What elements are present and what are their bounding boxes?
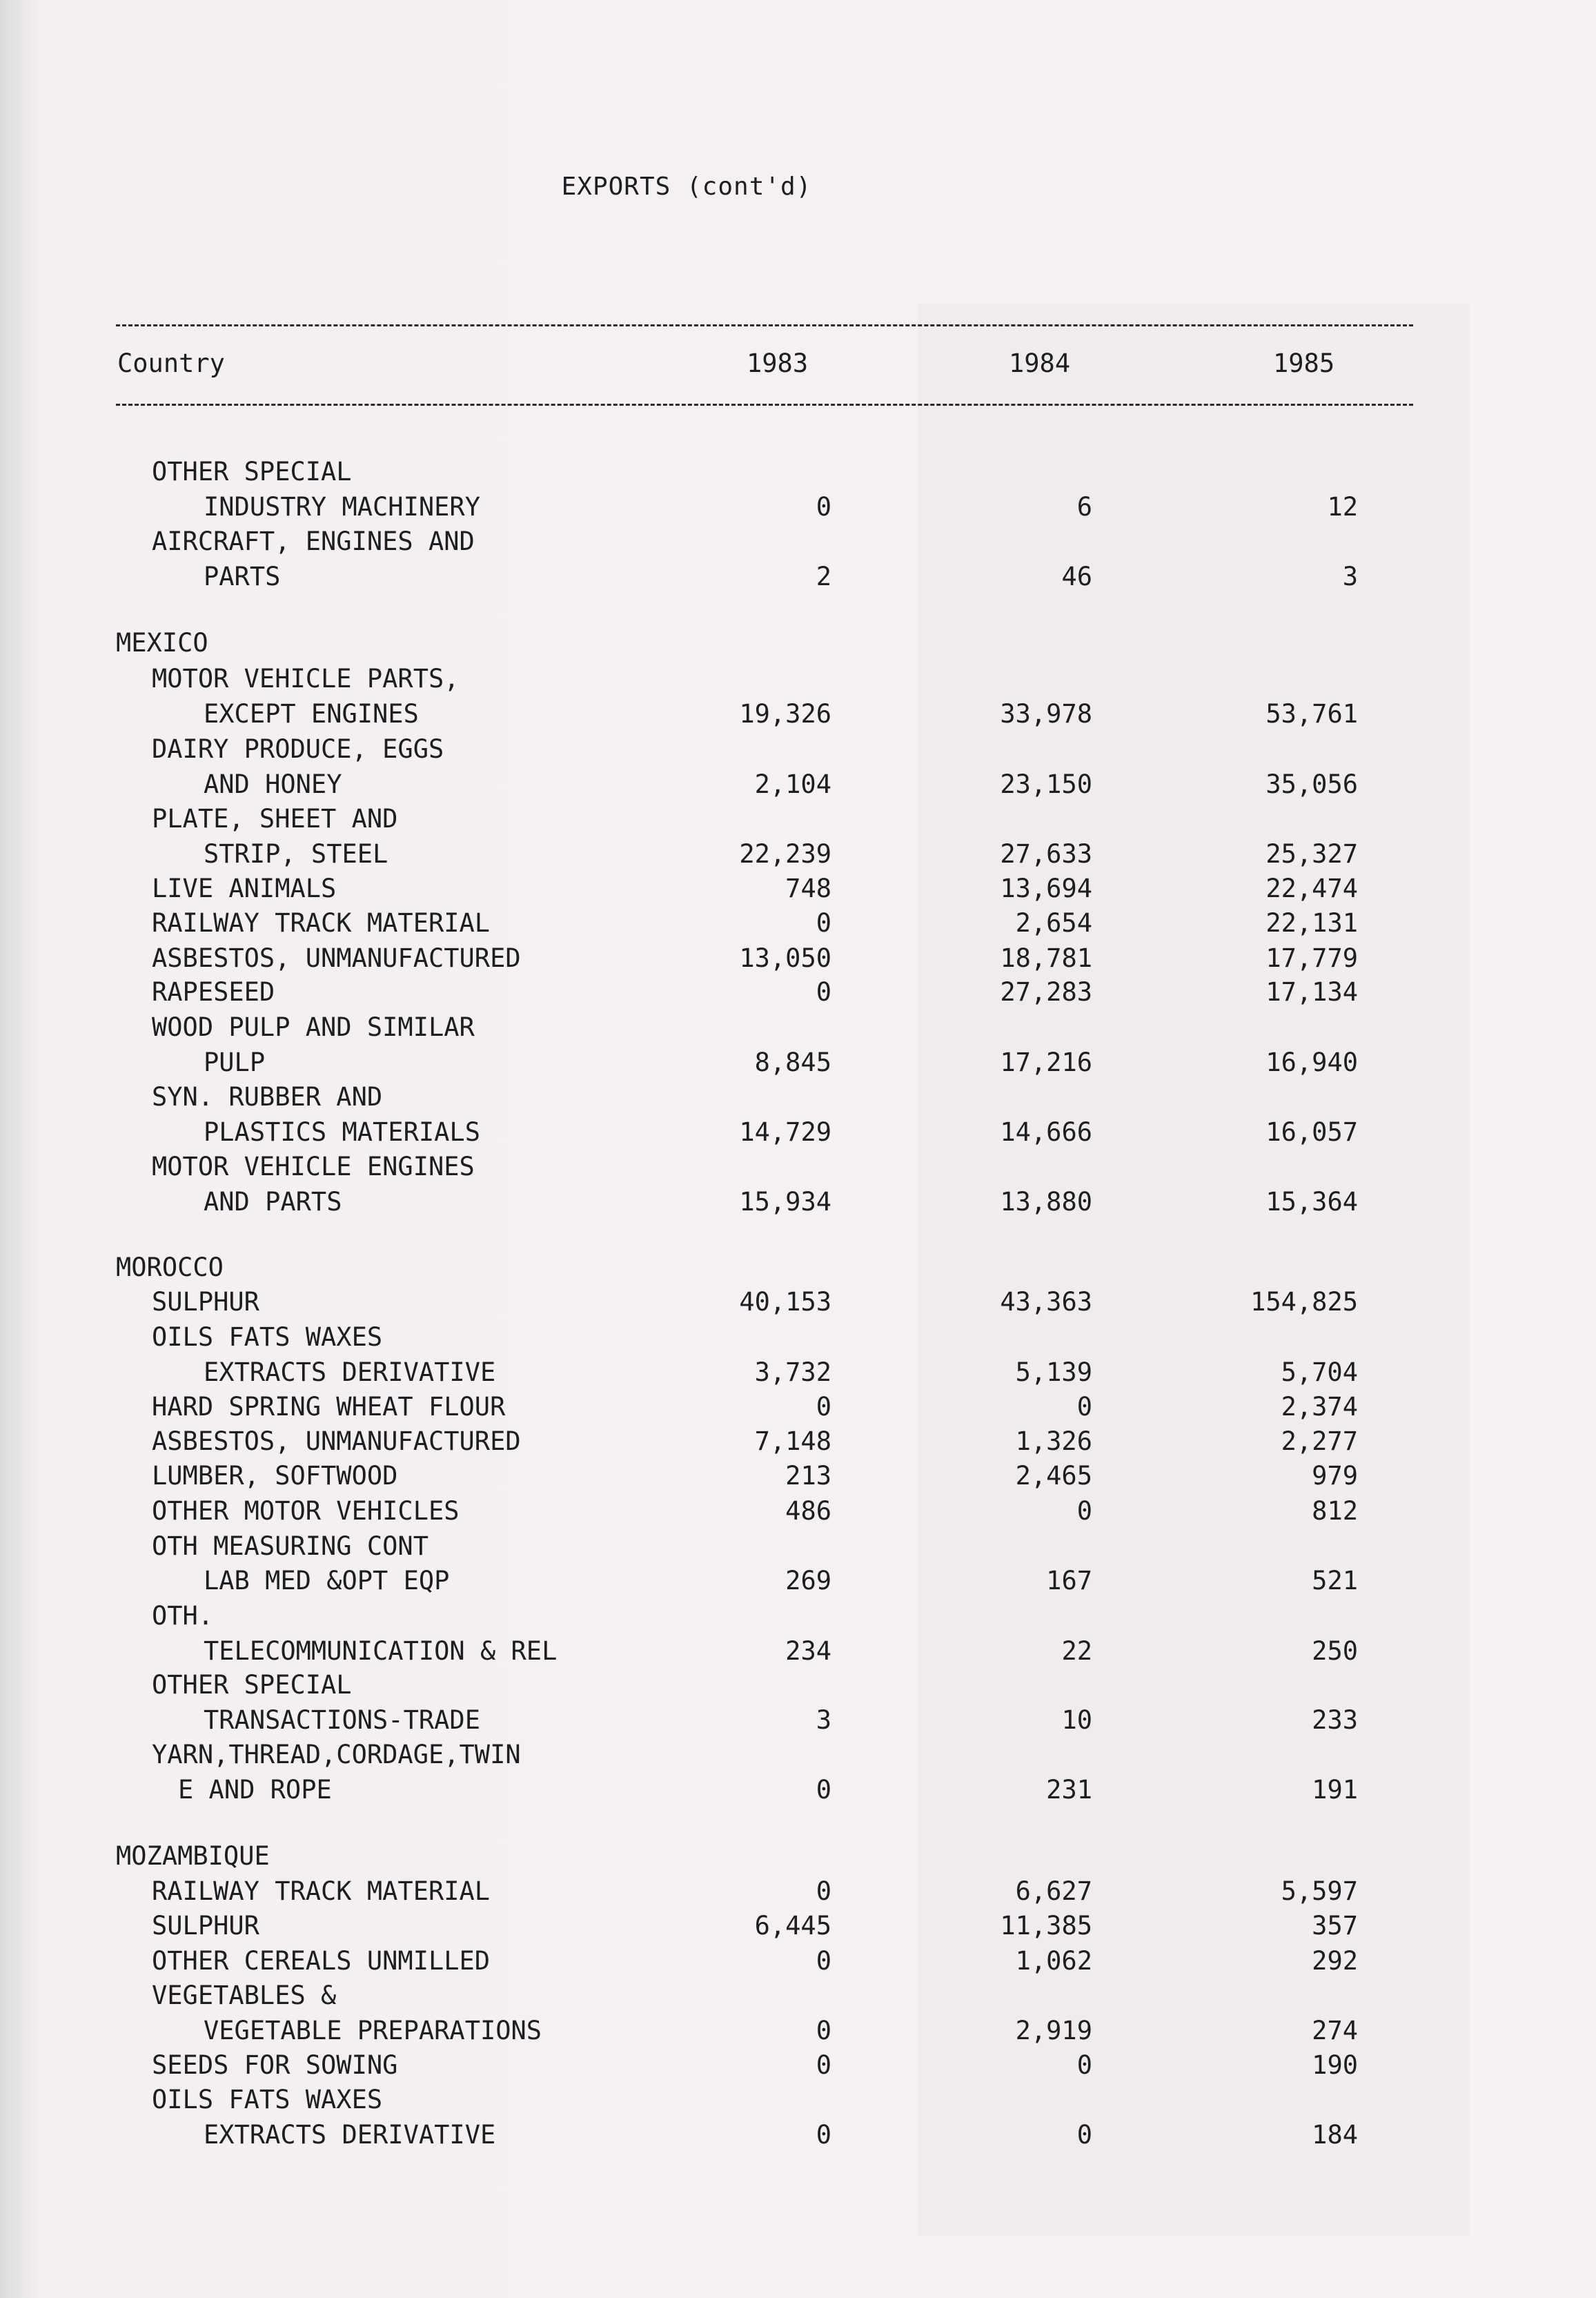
- value-1985: 2,277: [1281, 1426, 1358, 1456]
- table-row: [0, 943, 1596, 978]
- value-1985: 12: [1327, 492, 1358, 522]
- value-1983: 0: [816, 2050, 831, 2080]
- value-1983: 0: [816, 1946, 831, 1976]
- commodity-label: WOOD PULP AND SIMILAR: [152, 1012, 475, 1042]
- value-1984: 27,633: [1000, 839, 1092, 869]
- commodity-label: LIVE ANIMALS: [152, 874, 337, 903]
- commodity-label: SULPHUR: [152, 1287, 259, 1317]
- value-1984: 1,062: [1015, 1946, 1092, 1976]
- commodity-label: PLASTICS MATERIALS: [204, 1117, 480, 1147]
- commodity-label: HARD SPRING WHEAT FLOUR: [152, 1392, 506, 1422]
- value-1983: 7,148: [754, 1426, 831, 1456]
- table-row: [0, 804, 1596, 838]
- value-1984: 2,654: [1015, 908, 1092, 938]
- top-dashed-rule: [116, 324, 1413, 326]
- table-row: [0, 699, 1596, 734]
- table-row: [0, 1287, 1596, 1322]
- value-1983: 0: [816, 2120, 831, 2150]
- value-1985: 190: [1312, 2050, 1358, 2080]
- value-1985: 53,761: [1265, 699, 1358, 729]
- table-row: [0, 457, 1596, 491]
- table-row: [0, 1426, 1596, 1461]
- commodity-label: TELECOMMUNICATION & REL: [204, 1636, 558, 1666]
- value-1984: 231: [1046, 1775, 1092, 1805]
- table-row: [0, 1357, 1596, 1392]
- commodity-label: RAPESEED: [152, 977, 275, 1007]
- table-row: [0, 2120, 1596, 2154]
- value-1984: 13,880: [1000, 1187, 1092, 1217]
- table-row: [0, 1152, 1596, 1186]
- value-1985: 25,327: [1265, 839, 1358, 869]
- commodity-label: OTHER MOTOR VEHICLES: [152, 1496, 460, 1526]
- commodity-label: STRIP, STEEL: [204, 839, 388, 869]
- value-1984: 11,385: [1000, 1911, 1092, 1941]
- commodity-label: EXTRACTS DERIVATIVE: [204, 2120, 496, 2150]
- value-1985: 3: [1342, 562, 1358, 591]
- country-heading-row: [0, 1253, 1596, 1287]
- value-1984: 2,465: [1015, 1461, 1092, 1491]
- table-row: [0, 1981, 1596, 2015]
- value-1983: 3,732: [754, 1357, 831, 1387]
- value-1985: 184: [1312, 2120, 1358, 2150]
- commodity-label: ASBESTOS, UNMANUFACTURED: [152, 1426, 521, 1456]
- value-1983: 0: [816, 977, 831, 1007]
- country-name: MOROCCO: [116, 1253, 224, 1282]
- commodity-label: TRANSACTIONS-TRADE: [204, 1705, 480, 1735]
- value-1983: 40,153: [739, 1287, 831, 1317]
- table-row: [0, 1775, 1596, 1809]
- header-1984: 1984: [1009, 348, 1071, 378]
- value-1983: 6,445: [754, 1911, 831, 1941]
- commodity-label: RAILWAY TRACK MATERIAL: [152, 908, 491, 938]
- table-row: [0, 2085, 1596, 2119]
- table-row: [0, 1705, 1596, 1740]
- table-row: [0, 1670, 1596, 1705]
- value-1985: 5,704: [1281, 1357, 1358, 1387]
- value-1985: 812: [1312, 1496, 1358, 1526]
- table-row: [0, 664, 1596, 698]
- value-1983: 0: [816, 492, 831, 522]
- value-1984: 0: [1076, 1496, 1092, 1526]
- value-1985: 979: [1312, 1461, 1358, 1491]
- commodity-label: MOTOR VEHICLE ENGINES: [152, 1152, 475, 1181]
- value-1983: 22,239: [739, 839, 831, 869]
- commodity-label: VEGETABLES &: [152, 1981, 337, 2010]
- commodity-label: INDUSTRY MACHINERY: [204, 492, 480, 522]
- value-1984: 27,283: [1000, 977, 1092, 1007]
- table-row: [0, 1911, 1596, 1945]
- value-1985: 292: [1312, 1946, 1358, 1976]
- value-1984: 13,694: [1000, 874, 1092, 903]
- table-row: [0, 1876, 1596, 1911]
- value-1983: 269: [785, 1566, 831, 1595]
- value-1983: 0: [816, 1775, 831, 1805]
- table-row: [0, 977, 1596, 1012]
- table-row: [0, 1601, 1596, 1636]
- table-row: [0, 492, 1596, 527]
- value-1983: 13,050: [739, 943, 831, 973]
- header-1985: 1985: [1273, 348, 1335, 378]
- commodity-label: OTHER SPECIAL: [152, 1670, 352, 1700]
- value-1983: 486: [785, 1496, 831, 1526]
- table-row: [0, 1187, 1596, 1221]
- value-1984: 5,139: [1015, 1357, 1092, 1387]
- table-row: [0, 874, 1596, 908]
- page-title: EXPORTS (cont'd): [561, 173, 812, 201]
- value-1984: 1,326: [1015, 1426, 1092, 1456]
- value-1983: 0: [816, 2016, 831, 2045]
- value-1984: 46: [1061, 562, 1092, 591]
- value-1983: 2,104: [754, 769, 831, 799]
- table-row: [0, 1636, 1596, 1671]
- country-name: MEXICO: [116, 628, 208, 658]
- value-1985: 16,940: [1265, 1048, 1358, 1077]
- value-1984: 0: [1076, 1392, 1092, 1422]
- value-1984: 17,216: [1000, 1048, 1092, 1077]
- table-row: [0, 908, 1596, 943]
- commodity-label: PARTS: [204, 562, 281, 591]
- table-row: [0, 1566, 1596, 1600]
- value-1983: 8,845: [754, 1048, 831, 1077]
- value-1984: 43,363: [1000, 1287, 1092, 1317]
- value-1985: 233: [1312, 1705, 1358, 1735]
- commodity-label: OTH MEASURING CONT: [152, 1531, 428, 1561]
- commodity-label: ASBESTOS, UNMANUFACTURED: [152, 943, 521, 973]
- value-1985: 5,597: [1281, 1876, 1358, 1906]
- table-row: [0, 562, 1596, 596]
- value-1983: 0: [816, 1392, 831, 1422]
- value-1985: 22,131: [1265, 908, 1358, 938]
- commodity-label: OILS FATS WAXES: [152, 1322, 383, 1352]
- commodity-label: OTHER CEREALS UNMILLED: [152, 1946, 491, 1976]
- commodity-label: SYN. RUBBER AND: [152, 1082, 383, 1112]
- commodity-label: SULPHUR: [152, 1911, 259, 1941]
- table-row: [0, 839, 1596, 874]
- table-row: [0, 1392, 1596, 1426]
- value-1983: 234: [785, 1636, 831, 1666]
- value-1983: 0: [816, 908, 831, 938]
- value-1985: 357: [1312, 1911, 1358, 1941]
- value-1984: 18,781: [1000, 943, 1092, 973]
- country-heading-row: [0, 628, 1596, 662]
- table-row: [0, 1048, 1596, 1082]
- table-row: [0, 527, 1596, 561]
- table-row: [0, 769, 1596, 804]
- value-1984: 2,919: [1015, 2016, 1092, 2045]
- value-1984: 23,150: [1000, 769, 1092, 799]
- table-row: [0, 1531, 1596, 1566]
- commodity-label: EXTRACTS DERIVATIVE: [204, 1357, 496, 1387]
- commodity-label: PLATE, SHEET AND: [152, 804, 398, 834]
- commodity-label: AND PARTS: [204, 1187, 342, 1217]
- value-1985: 35,056: [1265, 769, 1358, 799]
- value-1983: 0: [816, 1876, 831, 1906]
- commodity-label: MOTOR VEHICLE PARTS,: [152, 664, 460, 694]
- commodity-label: YARN,THREAD,CORDAGE,TWIN: [152, 1740, 521, 1769]
- value-1984: 14,666: [1000, 1117, 1092, 1147]
- value-1985: 15,364: [1265, 1187, 1358, 1217]
- value-1983: 2: [816, 562, 831, 591]
- value-1983: 19,326: [739, 699, 831, 729]
- value-1984: 6,627: [1015, 1876, 1092, 1906]
- value-1985: 250: [1312, 1636, 1358, 1666]
- commodity-label: RAILWAY TRACK MATERIAL: [152, 1876, 491, 1906]
- commodity-label: OTHER SPECIAL: [152, 457, 352, 487]
- value-1985: 521: [1312, 1566, 1358, 1595]
- value-1984: 0: [1076, 2050, 1092, 2080]
- value-1985: 22,474: [1265, 874, 1358, 903]
- value-1985: 274: [1312, 2016, 1358, 2045]
- value-1983: 213: [785, 1461, 831, 1491]
- commodity-label: PULP: [204, 1048, 266, 1077]
- commodity-label: AND HONEY: [204, 769, 342, 799]
- value-1983: 748: [785, 874, 831, 903]
- commodity-label: EXCEPT ENGINES: [204, 699, 419, 729]
- commodity-label: SEEDS FOR SOWING: [152, 2050, 398, 2080]
- value-1985: 17,134: [1265, 977, 1358, 1007]
- value-1984: 6: [1076, 492, 1092, 522]
- table-row: [0, 1322, 1596, 1357]
- table-row: [0, 1461, 1596, 1495]
- table-row: [0, 1740, 1596, 1774]
- commodity-label: OILS FATS WAXES: [152, 2085, 383, 2114]
- value-1985: 17,779: [1265, 943, 1358, 973]
- value-1983: 15,934: [739, 1187, 831, 1217]
- value-1984: 0: [1076, 2120, 1092, 2150]
- table-row: [0, 734, 1596, 769]
- country-heading-row: [0, 1841, 1596, 1876]
- value-1985: 2,374: [1281, 1392, 1358, 1422]
- value-1984: 167: [1046, 1566, 1092, 1595]
- commodity-label: DAIRY PRODUCE, EGGS: [152, 734, 444, 764]
- value-1984: 22: [1061, 1636, 1092, 1666]
- header-country: Country: [117, 348, 225, 378]
- value-1984: 10: [1061, 1705, 1092, 1735]
- table-row: [0, 1082, 1596, 1117]
- value-1985: 154,825: [1250, 1287, 1358, 1317]
- commodity-label: OTH.: [152, 1601, 214, 1631]
- table-row: [0, 1946, 1596, 1981]
- value-1985: 191: [1312, 1775, 1358, 1805]
- value-1984: 33,978: [1000, 699, 1092, 729]
- table-row: [0, 1496, 1596, 1531]
- table-row: [0, 2050, 1596, 2085]
- table-row: [0, 2016, 1596, 2050]
- value-1983: 3: [816, 1705, 831, 1735]
- table-row: [0, 1012, 1596, 1047]
- commodity-label: E AND ROPE: [178, 1775, 332, 1805]
- commodity-label: LUMBER, SOFTWOOD: [152, 1461, 398, 1491]
- country-name: MOZAMBIQUE: [116, 1841, 270, 1871]
- commodity-label: LAB MED &OPT EQP: [204, 1566, 450, 1595]
- value-1985: 16,057: [1265, 1117, 1358, 1147]
- commodity-label: VEGETABLE PREPARATIONS: [204, 2016, 542, 2045]
- header-dashed-rule: [116, 404, 1413, 406]
- header-1983: 1983: [747, 348, 809, 378]
- value-1983: 14,729: [739, 1117, 831, 1147]
- table-row: [0, 1117, 1596, 1152]
- commodity-label: AIRCRAFT, ENGINES AND: [152, 527, 475, 556]
